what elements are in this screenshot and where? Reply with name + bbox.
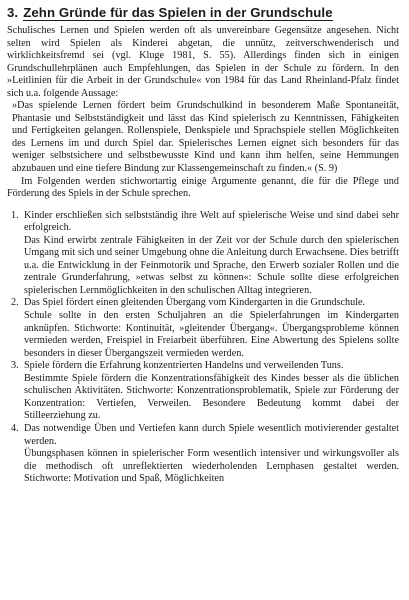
list-item (7, 360, 399, 423)
list-item-lead: Spiele fördern die Erfahrung konzentrierten Handelns und verweilenden Tuns. (24, 360, 344, 372)
section-title: Zehn Gründe für das Spielen in der Grundschule (23, 5, 333, 20)
list-item (7, 297, 399, 360)
list-item-number: 3. (11, 360, 19, 372)
intro-closing-paragraph: Im Folgenden werden stichwortartig einige Argumente genannt, die für die Pflege und Förderung des Spiels in der Schule sprechen. (7, 175, 399, 200)
list-item-body: Bestimmte Spiele fördern die Konzentrationsfähigkeit des Kindes besser als die üblichen schulischen Aktivitäten. Stichworte: Konzentrationsproblematik, Spiele zur Förderung der Konzentration: Vertiefen, Verweilen. Besondere Bedeutung kommt dabei der Stilleerziehung zu. (24, 372, 399, 422)
list-item-number: 1. (11, 209, 19, 221)
list-item-body: Schule sollte in den ersten Schuljahren an die Spielerfahrungen im Kindergarten anknüpfen. Stichworte: Kontinuität, »gleitender Übergang«. Übergangsprobleme können vermieden werden, Freispiel in Freiarbeit überführen. Eine Abwertung des Spielens sollte besonders in dieser Übergangszeit vermieden werden. (24, 310, 399, 359)
lehrplan-quote: »Das spielende Lernen fördert beim Grundschulkind in besonderem Maße Spontaneität, Phantasie und Selbstständigkeit und lässt das Kind spielerisch zu Kenntnissen, Fähigkeiten und Fertigkeiten gelangen. Rollenspiele, Denkspiele und Sprachspiele stellen Möglichkeiten des Lernens im und durch Spiel dar. Spielerisches Lernen eignet sich besonders für das weniger selbstsichere und selbstbewusste Kind und kann ihm helfen, seine Hemmungen abzubauen und eine tiefere Bindung zur Klassengemeinschaft zu finden.« (S. 9) (12, 100, 399, 175)
list-item (7, 423, 399, 486)
section-number: 3. (7, 5, 19, 20)
list-item-number: 4. (11, 422, 19, 434)
list-item-lead: Kinder erschließen sich selbstständig ihre Welt auf spielerische Weise und sind dabei sehr erfolgreich. (24, 209, 399, 234)
section-heading (7, 4, 399, 21)
list-item-body: Das Kind erwirbt zentrale Fähigkeiten in der Zeit vor der Schule durch den spielerischen Umgang mit sich und seiner Umgebung ohne die Anleitung durch Erwachsene. Dies betrifft u.a. die Entwicklung in der Feinmotorik und Sprache, den Erwerb sozialer Rollen und die zentrale Grunderfahrung, »etwas selbst zu können«: Schule sollte diese erfolgreichen spielerischen Lernmöglichkeiten in den schulischen Alltag integrieren. (24, 234, 399, 296)
list-item-lead: Das Spiel fördert einen gleitenden Übergang vom Kindergarten in die Grundschule. (24, 297, 366, 309)
reasons-list (7, 210, 399, 486)
list-item-lead: Das notwendige Üben und Vertiefen kann durch Spiele wesentlich motivierender gestaltet werden. (24, 422, 399, 447)
list-item (7, 210, 399, 298)
list-item-number: 2. (11, 297, 19, 309)
intro-paragraph: Schulisches Lernen und Spielen werden oft als unvereinbare Gegensätze angesehen. Nicht selten wird Spielen als Kinderei abgetan, die unnütz, zeitverschwenderisch und wirklichkeitsfremd sei (vgl. Kluge 1981, S. 55). Allerdings finden sich in einigen Grundschullehrplänen auch Empfehlungen, das Spielen in der Schule zu fördern. In den »Leitlinien für die Arbeit in der Grundschule« von 1984 für das Land Rheinland-Pfalz findet sich u.a. folgende Aussage: (7, 25, 399, 99)
list-item-body: Übungsphasen können in spielerischer Form wesentlich intensiver und wirkungsvoller als die methodisch oft unreflektierten wiederholenden Lernphasen gestaltet werden. Stichworte: Motivation und Spaß, Möglichkeiten (24, 448, 399, 485)
